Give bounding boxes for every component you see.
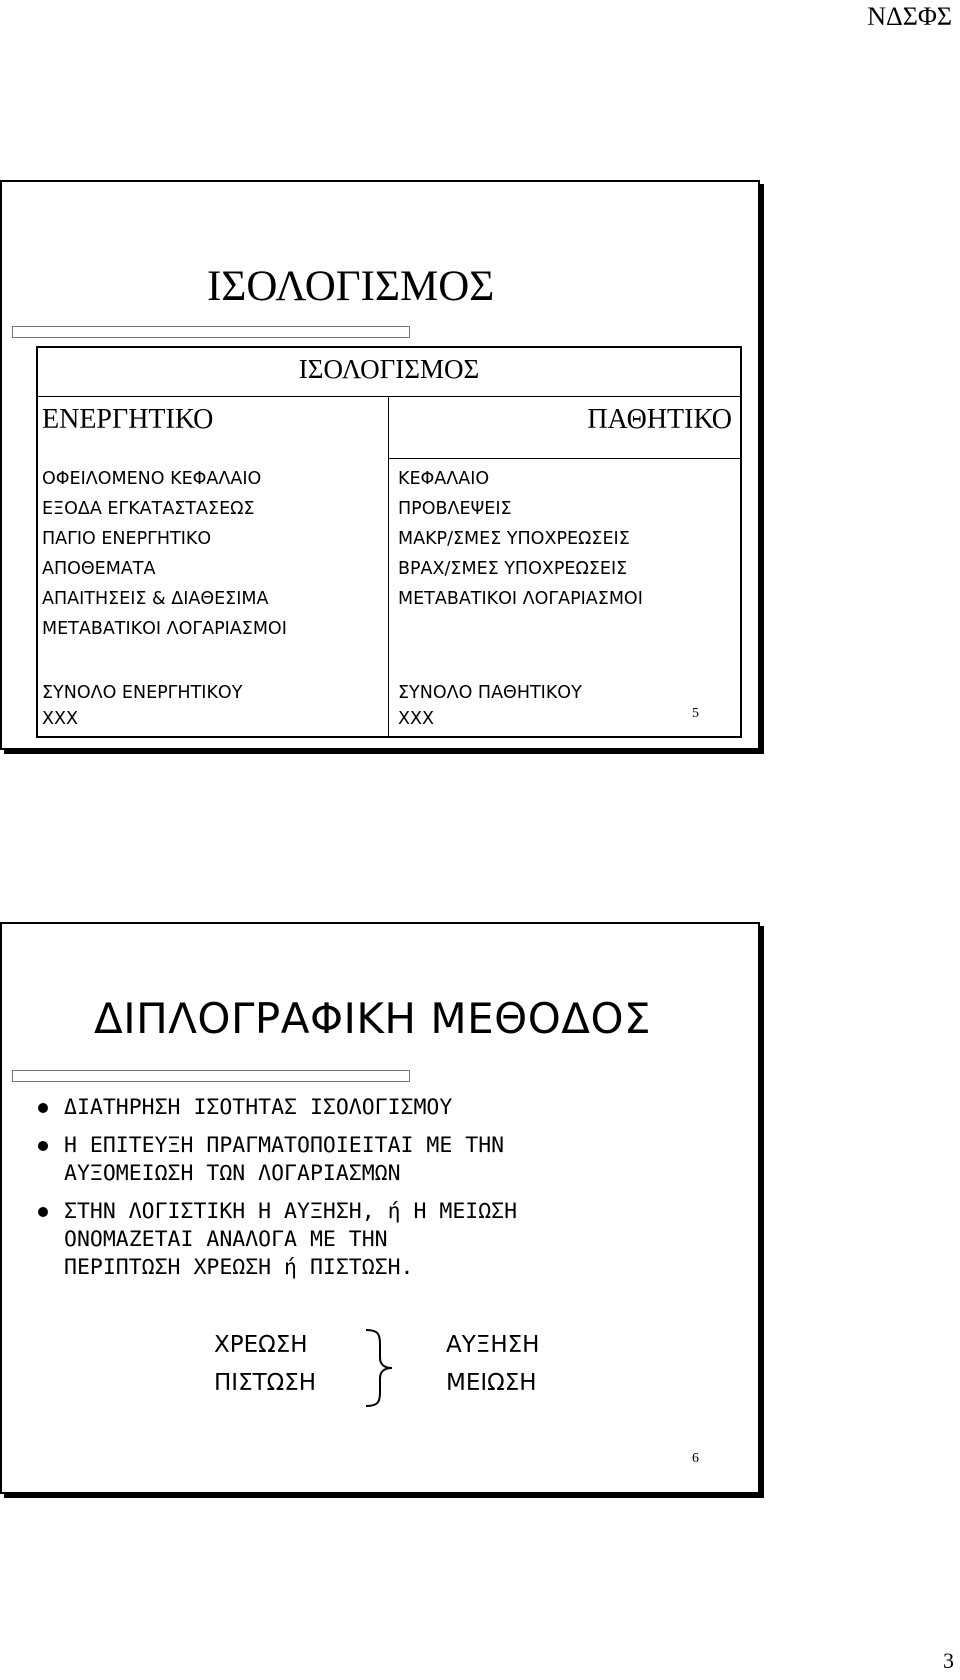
bullet-line: ΣΤΗΝ ΛΟΓΙΣΤΙΚΗ Η ΑΥΞΗΣΗ, ή Η ΜΕΙΩΣΗ	[64, 1199, 518, 1224]
passive-total-value: ΧΧΧ	[398, 709, 434, 729]
table-header	[38, 348, 740, 397]
active-heading: ΕΝΕΡΓΗΤΙΚΟ	[42, 404, 214, 435]
passive-total-label: ΣΥΝΟΛΟ ΠΑΘΗΤΙΚΟΥ	[398, 683, 582, 703]
bullet-icon	[38, 1103, 48, 1113]
passive-heading-rule	[388, 458, 740, 459]
bullet-line: ΟΝΟΜΑΖΕΤΑΙ ΑΝΑΛΟΓΑ ΜΕ ΤΗΝ	[64, 1227, 388, 1252]
slide-title: ΔΙΠΛΟΓΡΑΦΙΚΗ ΜΕΘΟΔΟΣ	[94, 994, 652, 1043]
table-title: ΙΣΟΛΟΓΙΣΜΟΣ	[298, 354, 480, 384]
list-item: ΕΞΟΔΑ ΕΓΚΑΤΑΣΤΑΣΕΩΣ	[42, 499, 255, 519]
active-total	[42, 680, 242, 732]
list-item: ΟΦΕΙΛΟΜΕΝΟ ΚΕΦΑΛΑΙΟ	[42, 469, 262, 489]
slide-double-entry	[0, 922, 760, 1494]
active-total-label: ΣΥΝΟΛΟ ΕΝΕΡΓΗΤΙΚΟΥ	[42, 683, 243, 703]
document-code: ΝΔΣΦΣ	[867, 2, 952, 31]
bullet-line: ΠΕΡΙΠΤΩΣΗ ΧΡΕΩΣΗ ή ΠΙΣΤΩΣΗ.	[64, 1255, 414, 1280]
passive-items-list	[398, 464, 643, 614]
bullet-line: Η ΕΠΙΤΕΥΞΗ ΠΡΑΓΜΑΤΟΠΟΙΕΙΤΑΙ ΜΕ ΤΗΝ	[64, 1133, 505, 1158]
list-item: ΒΡΑΧ/ΣΜΕΣ ΥΠΟΧΡΕΩΣΕΙΣ	[398, 559, 628, 579]
bullet-item	[64, 1198, 744, 1282]
active-total-value: ΧΧΧ	[42, 709, 78, 729]
brace-icon	[362, 1328, 402, 1408]
active-items-list	[42, 464, 287, 644]
list-item: ΑΠΟΘΕΜΑΤΑ	[42, 559, 156, 579]
bullet-line: ΔΙΑΤΗΡΗΣΗ ΙΣΟΤΗΤΑΣ ΙΣΟΛΟΓΙΣΜΟΥ	[64, 1095, 453, 1120]
slide-number: 5	[692, 706, 699, 721]
bullet-list	[64, 1094, 744, 1292]
term-decrease: ΜΕΙΩΣΗ	[446, 1370, 537, 1396]
term-debit: ΧΡΕΩΣΗ	[214, 1332, 308, 1358]
list-item: ΚΕΦΑΛΑΙΟ	[398, 469, 490, 489]
list-item: ΠΡΟΒΛΕΨΕΙΣ	[398, 499, 512, 519]
column-divider	[388, 396, 389, 736]
list-item: ΜΕΤΑΒΑΤΙΚΟΙ ΛΟΓΑΡΙΑΣΜΟΙ	[398, 589, 643, 609]
left-terms	[214, 1326, 316, 1402]
passive-heading: ΠΑΘΗΤΙΚΟ	[587, 404, 732, 435]
list-item: ΜΕΤΑΒΑΤΙΚΟΙ ΛΟΓΑΡΙΑΣΜΟΙ	[42, 619, 287, 639]
list-item: ΑΠΑΙΤΗΣΕΙΣ & ΔΙΑΘΕΣΙΜΑ	[42, 589, 269, 609]
balance-sheet-table	[36, 346, 742, 738]
bullet-icon	[38, 1207, 48, 1217]
slide-title: ΙΣΟΛΟΓΙΣΜΟΣ	[207, 263, 495, 310]
bullet-item	[64, 1132, 744, 1188]
bullet-icon	[38, 1141, 48, 1151]
title-underline-bar	[12, 1070, 410, 1082]
page-number: 3	[943, 1648, 954, 1673]
slide-number: 6	[692, 1451, 699, 1466]
slide-balance-sheet	[0, 180, 760, 750]
term-increase: ΑΥΞΗΣΗ	[446, 1332, 540, 1358]
right-terms	[446, 1326, 539, 1402]
passive-total	[398, 680, 582, 732]
bullet-item	[64, 1094, 744, 1122]
bullet-line: ΑΥΞΟΜΕΙΩΣΗ ΤΩΝ ΛΟΓΑΡΙΑΣΜΩΝ	[64, 1161, 401, 1186]
title-underline-bar	[12, 326, 410, 338]
list-item: ΜΑΚΡ/ΣΜΕΣ ΥΠΟΧΡΕΩΣΕΙΣ	[398, 529, 630, 549]
list-item: ΠΑΓΙΟ ΕΝΕΡΓΗΤΙΚΟ	[42, 529, 212, 549]
term-credit: ΠΙΣΤΩΣΗ	[214, 1370, 317, 1396]
